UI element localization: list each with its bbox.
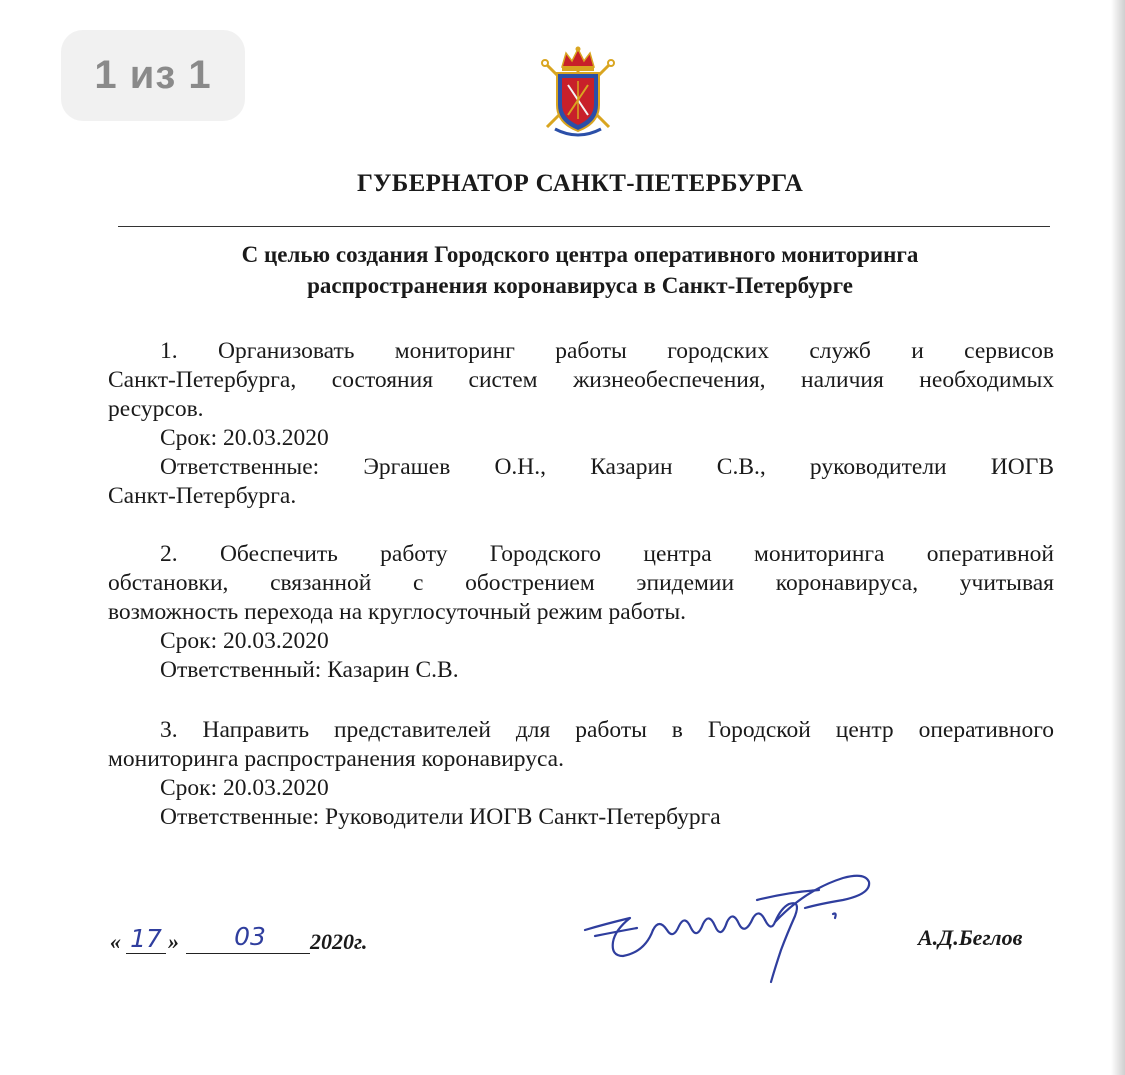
document-heading: ГУБЕРНАТОР САНКТ-ПЕТЕРБУРГА xyxy=(356,170,804,197)
item-2-deadline: Срок: 20.03.2020 xyxy=(160,628,329,654)
date-month-underline xyxy=(186,953,310,954)
item-2 xyxy=(108,540,1054,685)
date-close-quote: » xyxy=(168,929,179,954)
page-counter-text: 1 из 1 xyxy=(94,53,212,97)
item-3-line-1: 3. Направить представителей для работы в Городской центр оперативного xyxy=(160,717,1054,743)
item-2-line-1: 2. Обеспечить работу Городского центра мониторинга оперативной xyxy=(160,541,1054,567)
item-1-line-1: 1. Организовать мониторинг работы городских служб и сервисов xyxy=(160,338,1054,364)
item-1-responsible-line-1: Ответственные: Эргашев О.Н., Казарин С.В., руководители ИОГВ xyxy=(160,454,1054,480)
heading-divider xyxy=(118,226,1050,227)
date-month: 03 xyxy=(234,922,266,951)
signer-name: А.Д.Беглов xyxy=(918,925,1023,950)
item-2-line-2: обстановки, связанной с обострением эпидемии коронавируса, учитывая xyxy=(108,570,1054,596)
date-open-quote: « xyxy=(110,929,121,954)
item-1-line-3: ресурсов. xyxy=(108,396,204,422)
item-3-line-2: мониторинга распространения коронавируса. xyxy=(108,746,564,772)
handwritten-signature-icon xyxy=(575,860,875,995)
item-2-line-3: возможность перехода на круглосуточный режим работы. xyxy=(108,599,687,625)
item-3 xyxy=(108,716,1054,832)
subject-line-1: С целью создания Городского центра оперативного мониторинга xyxy=(241,242,919,267)
date-day: 17 xyxy=(130,924,162,953)
item-3-responsible: Ответственные: Руководители ИОГВ Санкт-Петербурга xyxy=(160,804,721,830)
signing-date xyxy=(110,922,410,959)
date-year: 2020г. xyxy=(310,929,368,954)
item-2-responsible: Ответственный: Казарин С.В. xyxy=(160,657,459,683)
document-subject xyxy=(120,239,1040,301)
st-petersburg-coat-of-arms-icon xyxy=(535,45,621,137)
item-1-deadline: Срок: 20.03.2020 xyxy=(160,425,329,451)
item-1-responsible-line-2: Санкт-Петербурга. xyxy=(108,483,297,509)
page-counter-badge xyxy=(61,30,245,121)
item-1 xyxy=(108,337,1054,511)
page-edge-shadow xyxy=(1111,0,1125,1075)
subject-line-2: распространения коронавируса в Санкт-Петербурге xyxy=(307,273,853,298)
date-day-underline xyxy=(126,953,166,954)
item-1-line-2: Санкт-Петербурга, состояния систем жизнеобеспечения, наличия необходимых xyxy=(108,367,1054,393)
item-3-deadline: Срок: 20.03.2020 xyxy=(160,775,329,801)
